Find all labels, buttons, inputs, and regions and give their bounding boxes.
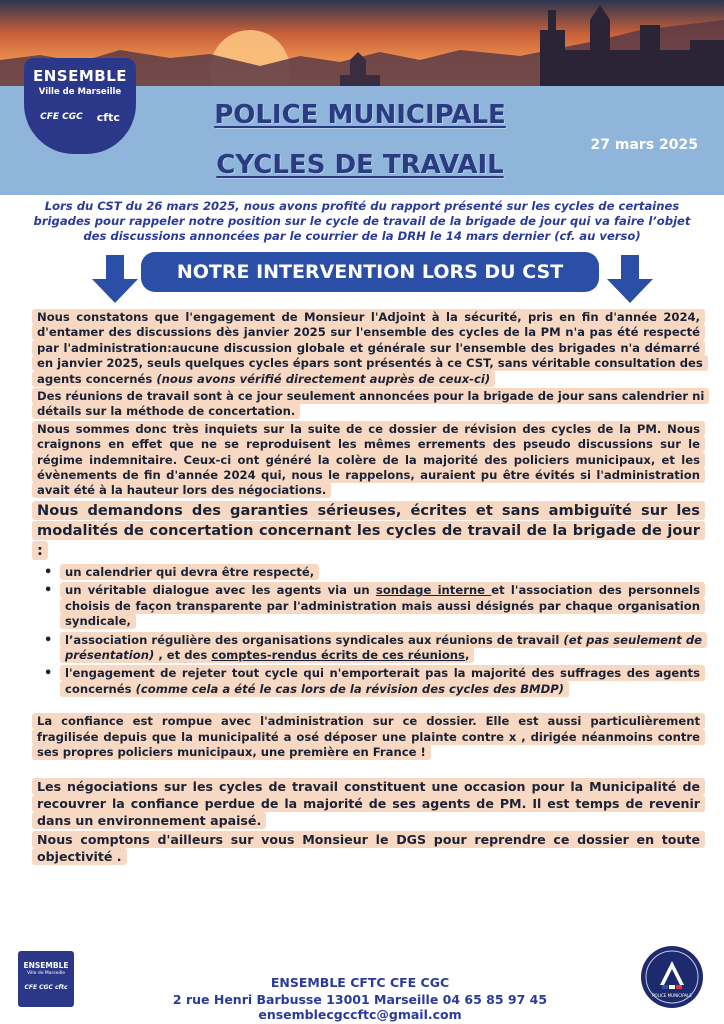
paragraph-6 (32, 778, 705, 829)
logo-title: ENSEMBLE (32, 67, 127, 85)
demands-list (44, 565, 705, 697)
list-item-text: un calendrier qui devra être respecté, (60, 564, 319, 580)
paragraph-3 (32, 422, 705, 499)
footer-logo-title: ENSEMBLE (23, 961, 69, 970)
title-line-1: POLICE MUNICIPALE (214, 100, 506, 130)
list-item (44, 565, 705, 580)
arrow-down-icon (92, 255, 138, 303)
page-title (190, 100, 530, 180)
footer-ensemble-logo (18, 951, 74, 1007)
paragraph-demands (32, 501, 705, 561)
list-item-text: , (464, 647, 470, 662)
spacer (32, 700, 705, 714)
paragraph-demands-text: Nous demandons des garanties sérieuses, écrites et sans ambiguïté sur les modalités de concertation concernant les cycles de travail de la brigade de jour : (32, 501, 705, 560)
paragraph-3-text: Nous sommes donc très inquiets sur la suite de ce dossier de révision des cycles de la PM. Nous craignons en effet que ne se reproduisent les mêmes errements des pseudo discussions sur le régime indemnitaire. Ceux-ci ont généré la colère de la majorité des policiers municipaux, et les évènements de fin d'année 2024 qui, nous le rappelons, auraient pu être évités si l'administration avait été à la hauteur lors des négociations. (32, 421, 705, 499)
police-municipale-badge-icon (640, 945, 704, 1009)
paragraph-5 (32, 714, 705, 760)
list-item-text: et l'association des personnels choisis de façon transparente par l'administration mais aussi désignés par chaque organisation syndicale, (65, 583, 700, 629)
spacer (32, 762, 705, 776)
badge-label: POLICE MUNICIPALE (652, 993, 692, 998)
main-content (32, 310, 705, 867)
cftc-logo-icon: cftc (96, 111, 120, 124)
ensemble-logo (24, 58, 136, 154)
paragraph-5-text: La confiance est rompue avec l'administration sur ce dossier. Elle est aussi particulièrement fragilisée depuis que la municipalité a osé déposer une plainte contre x , dirigée néanmoins contre ses propres policiers municipaux, une première en France ! (32, 713, 705, 760)
document-date: 27 mars 2025 (590, 137, 698, 153)
cfe-cgc-logo-icon: CFE CGC (40, 112, 83, 122)
title-line-2: CYCLES DE TRAVAIL (216, 150, 504, 180)
list-item-italic: (et pas seulement de présentation) (65, 632, 703, 662)
footer-logo-subtitle: Ville de Marseille (26, 971, 66, 976)
list-item-italic: (comme cela a été le cas lors de la révision des cycles des BMDP) (135, 681, 564, 696)
arrow-down-icon (607, 255, 653, 303)
paragraph-6-text: Les négociations sur les cycles de travail constituent une occasion pour la Municipalité de recouvrer la confiance perdue de la majorité de ses agents de PM. Il est temps de revenir dans un environnement apaisé. (32, 778, 705, 829)
list-item-underlined: sondage interne (375, 583, 492, 598)
list-item (44, 633, 705, 664)
intro-paragraph: Lors du CST du 26 mars 2025, nous avons profité du rapport présenté sur les cycles de certaines brigades pour rappeler notre position sur le cycle de travail de la brigade de jour qui va faire l’objet des discussions annoncées par le courrier de la DRH le 14 mars dernier (cf. au verso) (33, 199, 691, 243)
list-item-text: l'engagement de rejeter tout cycle qui n'emporterait pas la majorité des suffrages des agents concernés (65, 666, 700, 696)
footer-contact (80, 975, 640, 1022)
list-item-text: l’association régulière des organisations syndicales aux réunions de travail (65, 632, 564, 647)
list-item (44, 583, 705, 629)
paragraph-7 (32, 831, 705, 865)
list-item-text: , et des (154, 647, 212, 662)
footer-address[interactable]: 2 rue Henri Barbusse 13001 Marseille 04 65 85 97 45 ensemblecgccftc@gmail.com (172, 992, 548, 1022)
list-item (44, 666, 705, 697)
footer-union-name: ENSEMBLE CFTC CFE CGC (270, 975, 450, 990)
paragraph-1-text: Nous constatons que l'engagement de Monsieur l'Adjoint à la sécurité, pris en fin d'année 2024, d'entamer des discussions dès janvier 2025 sur l'ensemble des cycles de la PM n'a pas été respecté par l'administration:aucune discussion globale et générale sur l'ensemble des brigades n'a démarré en janvier 2025, seuls quelques cycles épars sont présentés à ce CST, sans véritable consultation des agents concernés (37, 310, 703, 386)
footer-logo-icons: CFE CGC cftc (24, 984, 68, 991)
list-item-text: un véritable dialogue avec les agents via un (65, 583, 376, 598)
list-item-underlined: comptes-rendus écrits de ces réunions (211, 647, 465, 662)
paragraph-2 (32, 389, 705, 420)
paragraph-7-text: Nous comptons d'ailleurs sur vous Monsieur le DGS pour reprendre ce dossier en toute objectivité . (32, 831, 705, 865)
logo-union-icons (24, 111, 136, 124)
section-title: NOTRE INTERVENTION LORS DU CST (141, 252, 599, 292)
paragraph-1 (32, 310, 705, 387)
header (0, 0, 724, 195)
paragraph-2-text: Des réunions de travail sont à ce jour seulement annoncées pour la brigade de jour sans calendrier ni détails sur la méthode de concertation. (32, 388, 709, 419)
paragraph-1-italic: (nous avons vérifié directement auprès de ceux-ci) (156, 371, 491, 386)
logo-subtitle: Ville de Marseille (38, 87, 122, 97)
